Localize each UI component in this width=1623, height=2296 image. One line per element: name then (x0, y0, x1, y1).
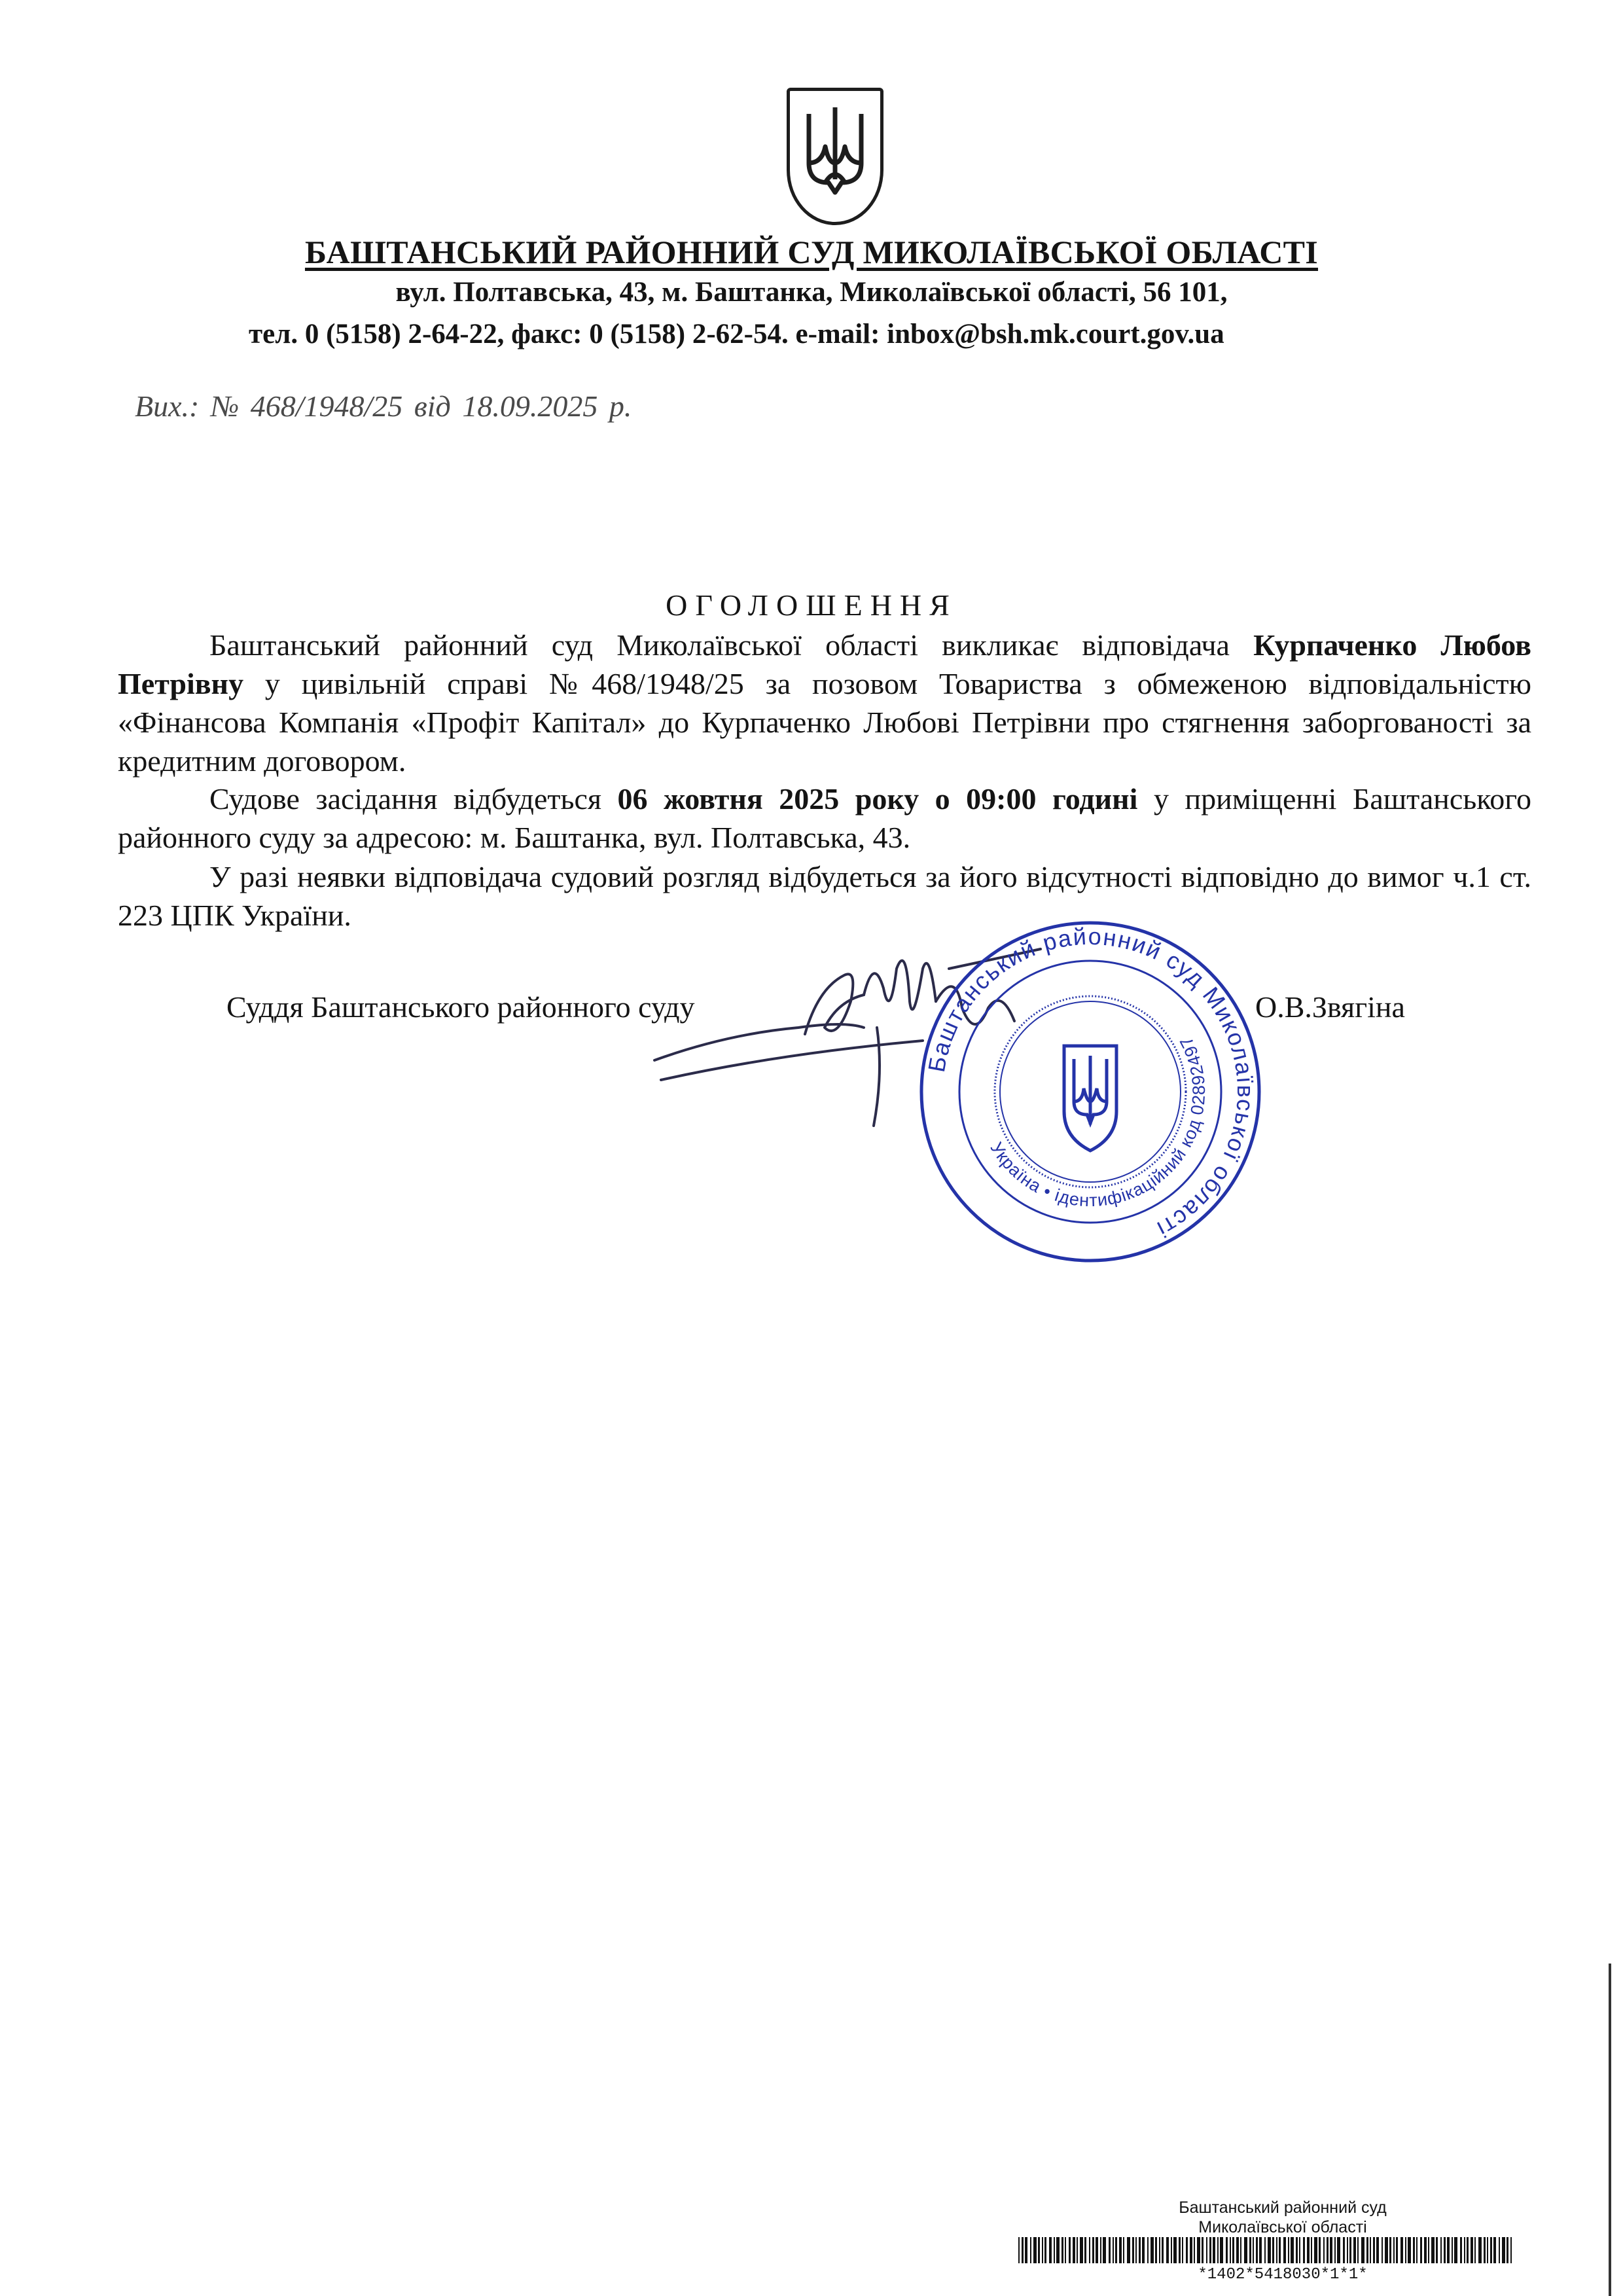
barcode-bar (1370, 2237, 1371, 2263)
barcode-bar (1440, 2237, 1442, 2263)
barcode-bar (1206, 2237, 1207, 2263)
barcode-bar (1454, 2237, 1457, 2263)
barcode-bar (1464, 2237, 1465, 2263)
notice-title: ОГОЛОШЕННЯ (666, 588, 957, 622)
barcode-bar (1240, 2237, 1241, 2263)
barcode-bar (1373, 2237, 1375, 2263)
court-seal (914, 915, 1267, 1268)
barcode-bar (1400, 2237, 1403, 2263)
barcode-bar (1347, 2237, 1348, 2263)
barcode-bar (1299, 2237, 1300, 2263)
barcode-bar (1139, 2237, 1141, 2263)
barcode-bar (1502, 2237, 1505, 2263)
barcode-bar (1166, 2237, 1169, 2263)
seal-inner-text: Україна • ідентифікаційний код 02892497 (986, 1032, 1209, 1211)
barcode-bar (1264, 2237, 1266, 2263)
barcode-bar (1147, 2237, 1149, 2263)
notice-paragraph-summons (118, 626, 1531, 780)
barcode-bar (1054, 2237, 1055, 2263)
judge-title: Суддя Баштанського районного суду (226, 990, 695, 1024)
barcode-bar (1311, 2237, 1312, 2263)
barcode-bar (1150, 2237, 1154, 2263)
barcode-bar (1065, 2237, 1066, 2263)
barcode-bar (1478, 2237, 1482, 2263)
barcode-bar (1022, 2237, 1024, 2263)
barcode-bar (1334, 2237, 1336, 2263)
reference-from-word: від (414, 389, 451, 423)
hearing-rest: у приміщенні Баштанського районного суду за адресою: м. Баштанка, вул. Полтавська, 43. (118, 782, 1532, 854)
barcode-bar (1416, 2237, 1418, 2263)
barcode-bar (1092, 2237, 1094, 2263)
barcode-bar (1127, 2237, 1130, 2263)
barcode-bar (1202, 2237, 1204, 2263)
outgoing-reference (135, 389, 632, 423)
barcode-bar (1507, 2237, 1508, 2263)
barcode-bar (1159, 2237, 1160, 2263)
barcode-bar (1080, 2237, 1083, 2263)
barcode-bar (1447, 2237, 1450, 2263)
barcode-bar (1361, 2237, 1364, 2263)
barcode-bar (1337, 2237, 1340, 2263)
barcode-bar (1393, 2237, 1395, 2263)
hearing-datetime: 06 жовтня 2025 року о 09:00 годині (617, 782, 1138, 816)
barcode-bar (1096, 2237, 1098, 2263)
barcode-bar (1288, 2237, 1289, 2263)
judge-name: О.В.Звягіна (1255, 990, 1405, 1024)
barcode-bar (1307, 2237, 1310, 2263)
reference-suffix: р. (609, 389, 632, 423)
barcode-bar (1319, 2237, 1321, 2263)
barcode-bar (1385, 2237, 1388, 2263)
footer-office-line1: Баштанський районний суд (1179, 2198, 1387, 2217)
barcode-bar (1276, 2237, 1277, 2263)
barcode-bar (1268, 2237, 1271, 2263)
barcode-bar (1490, 2237, 1492, 2263)
barcode-bar (1272, 2237, 1274, 2263)
barcode-bar (1424, 2237, 1427, 2263)
barcode-bar (1279, 2237, 1281, 2263)
barcode-bar (1436, 2237, 1438, 2263)
barcode-bar (1186, 2237, 1188, 2263)
barcode-bar (1056, 2237, 1060, 2263)
barcode-bar (1061, 2237, 1063, 2263)
barcode-text: *1402*5418030*1*1* (1198, 2266, 1368, 2284)
footer-office-line2: Миколаївської області (1198, 2218, 1367, 2236)
barcode-bar (1220, 2237, 1223, 2263)
barcode-bar (1194, 2237, 1195, 2263)
barcode-bar (1349, 2237, 1351, 2263)
barcode-bar (1049, 2237, 1052, 2263)
barcode-bar (1471, 2237, 1473, 2263)
court-name: БАШТАНСЬКИЙ РАЙОННИЙ СУД МИКОЛАЇВСЬКОЇ ОБЛАСТІ (304, 234, 1319, 270)
barcode-bar (1253, 2237, 1254, 2263)
barcode-bar (1115, 2237, 1117, 2263)
barcode-bar (1171, 2237, 1172, 2263)
barcode-bar (1382, 2237, 1383, 2263)
barcode-bar (1232, 2237, 1234, 2263)
footer-office (1073, 2198, 1492, 2237)
barcode-bar (1132, 2237, 1134, 2263)
seal-outer-text: Баштанський районний суд Миколаївської області (922, 922, 1260, 1244)
seal-trident-icon (1064, 1046, 1116, 1151)
notice-paragraph-absence: У разі неявки відповідача судовий розгляд відбудеться за його відсутності відповідно до вимог ч.1 ст. 223 ЦПК України. (118, 860, 1531, 932)
reference-prefix: Вих.: № (135, 389, 240, 423)
barcode-bar (1236, 2237, 1239, 2263)
defendant-name: Курпаченко Любов Петрівну (118, 628, 1531, 700)
summons-intro: Баштанський районний суд Миколаївської області викликає відповідача (209, 628, 1254, 662)
notice-paragraph-hearing (118, 780, 1531, 857)
barcode-bar (1343, 2237, 1345, 2263)
barcode-bar (1073, 2237, 1075, 2263)
barcode-bar (1109, 2237, 1111, 2263)
barcode-bar (1460, 2237, 1462, 2263)
barcode-bar (1113, 2237, 1114, 2263)
barcode-bar (1291, 2237, 1294, 2263)
barcode-bar (1357, 2237, 1359, 2263)
reference-number: 468/1948/25 (250, 389, 403, 423)
barcode-bar (1197, 2237, 1200, 2263)
scan-edge (1609, 1964, 1611, 2296)
barcode-bar (1303, 2237, 1305, 2263)
barcode-bar (1389, 2237, 1391, 2263)
barcode-bar (1420, 2237, 1422, 2263)
barcode-bar (1296, 2237, 1298, 2263)
barcode-bar (1376, 2237, 1379, 2263)
registration-barcode (1018, 2237, 1516, 2263)
barcode-bar (1103, 2237, 1106, 2263)
barcode-bar (1018, 2237, 1020, 2263)
barcode-bar (1484, 2237, 1486, 2263)
barcode-bar (1217, 2237, 1219, 2263)
barcode-bar (1030, 2237, 1031, 2263)
barcode-bar (1256, 2237, 1258, 2263)
barcode-bar (1323, 2237, 1325, 2263)
barcode-bar (1353, 2237, 1356, 2263)
barcode-bar (1366, 2237, 1368, 2263)
summons-rest: у цивільній справі №468/1948/25 за позовом Товариства з обмеженою відповідальністю «Фінансова Компанія «Профіт Капітал» до Курпаченко Любові Петрівни про стягнення заборгованості за кредитним договором. (118, 667, 1531, 778)
trident-emblem-icon (799, 101, 871, 212)
barcode-bar (1025, 2237, 1027, 2263)
court-address: вул. Полтавська, 43, м. Баштанка, Миколаївської області, 56 101, (395, 277, 1228, 308)
barcode-bar (1499, 2237, 1500, 2263)
barcode-bar (1155, 2237, 1157, 2263)
barcode-bar (1428, 2237, 1429, 2263)
barcode-bar (1213, 2237, 1215, 2263)
barcode-bar (1487, 2237, 1488, 2263)
barcode-bar (1405, 2237, 1406, 2263)
court-emblem (787, 88, 883, 225)
barcode-bar (1135, 2237, 1137, 2263)
barcode-bar (1444, 2237, 1446, 2263)
barcode-bar (1314, 2237, 1317, 2263)
barcode-bar (1162, 2237, 1164, 2263)
barcode-bar (1100, 2237, 1101, 2263)
barcode-bar (1452, 2237, 1453, 2263)
court-contacts: тел. 0 (5158) 2-64-22, факс: 0 (5158) 2-62-54. e-mail: inbox@bsh.mk.court.gov.ua (249, 319, 1224, 350)
barcode-bar (1474, 2237, 1476, 2263)
barcode-bar (1077, 2237, 1078, 2263)
barcode-bar (1226, 2237, 1228, 2263)
barcode-bar (1142, 2237, 1145, 2263)
barcode-bar (1123, 2237, 1124, 2263)
hearing-intro: Судове засідання відбудеться (209, 782, 618, 816)
barcode-bar (1038, 2237, 1040, 2263)
barcode-bar (1209, 2237, 1211, 2263)
barcode-bar (1283, 2237, 1286, 2263)
barcode-bar (1173, 2237, 1177, 2263)
barcode-bar (1467, 2237, 1469, 2263)
barcode-bar (1033, 2237, 1037, 2263)
barcode-bar (1069, 2237, 1071, 2263)
barcode-bar (1249, 2237, 1251, 2263)
barcode-bar (1327, 2237, 1329, 2263)
barcode-bar (1330, 2237, 1332, 2263)
barcode-bar (1044, 2237, 1046, 2263)
barcode-bar (1190, 2237, 1192, 2263)
barcode-bar (1510, 2237, 1512, 2263)
barcode-bar (1179, 2237, 1181, 2263)
barcode-bar (1259, 2237, 1262, 2263)
barcode-bar (1230, 2237, 1231, 2263)
barcode-bar (1042, 2237, 1043, 2263)
barcode-bar (1431, 2237, 1435, 2263)
barcode-bar (1493, 2237, 1496, 2263)
barcode-bar (1413, 2237, 1415, 2263)
barcode-bar (1408, 2237, 1411, 2263)
barcode-bar (1244, 2237, 1247, 2263)
barcode-bar (1084, 2237, 1086, 2263)
barcode-bar (1089, 2237, 1090, 2263)
barcode-bar (1119, 2237, 1122, 2263)
barcode-bar (1182, 2237, 1183, 2263)
reference-date: 18.09.2025 (462, 389, 598, 423)
barcode-bar (1396, 2237, 1398, 2263)
